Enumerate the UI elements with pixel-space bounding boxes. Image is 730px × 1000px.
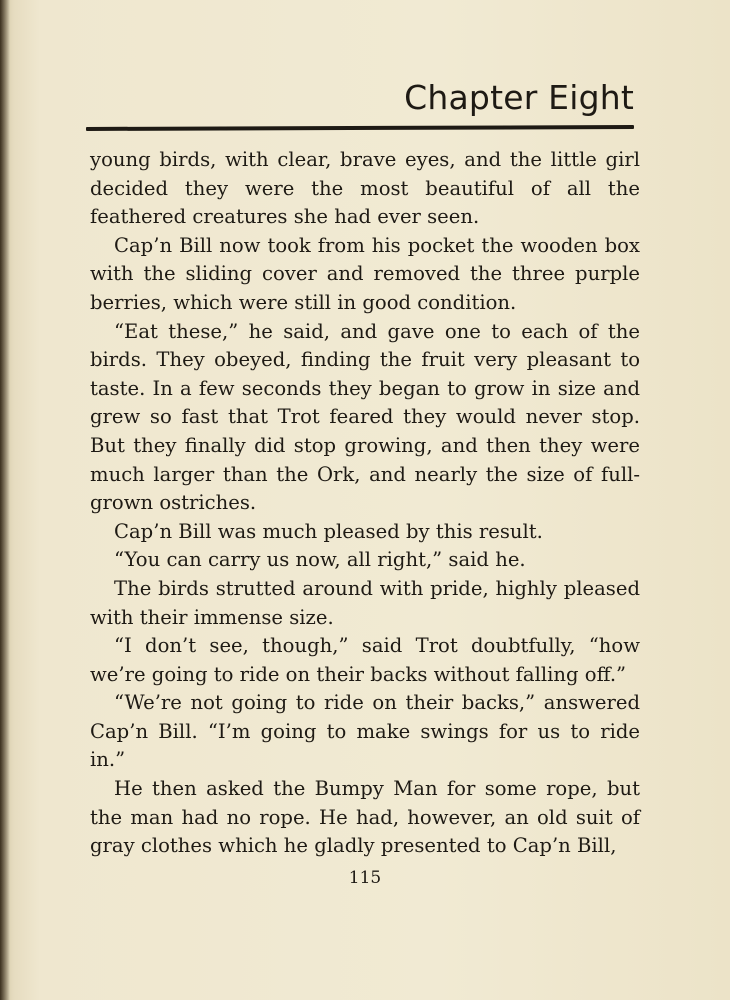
spine-shadow bbox=[0, 0, 10, 1000]
paragraph-1: young birds, with clear, brave eyes, and the little girl decided they were the most beautiful of all the feathered creatures she had ever seen. bbox=[90, 148, 640, 229]
chapter-title: Chapter Eight bbox=[404, 78, 634, 117]
paragraph-5: “You can carry us now, all right,” said he. bbox=[114, 548, 526, 572]
page-number: 115 bbox=[348, 868, 382, 888]
header-rule bbox=[86, 125, 634, 131]
paragraph-6: The birds strutted around with pride, highly pleased with their immense size. bbox=[90, 576, 640, 629]
paragraph-3: “Eat these,” he said, and gave one to each of the birds. They obeyed, finding the fruit very pleasant to taste. In a few seconds they began to grow in size and grew so fast that Trot feared they would never stop. But they finally did stop growing, and then they were much larger than the Ork, and nearly the size of full-grown ostriches. bbox=[90, 319, 640, 515]
paragraph-4: Cap’n Bill was much pleased by this result. bbox=[114, 519, 543, 543]
paragraph-7: “I don’t see, though,” said Trot doubtfully, “how we’re going to ride on their backs without falling off.” bbox=[90, 634, 640, 686]
paragraph-9: He then asked the Bumpy Man for some rope, but the man had no rope. He had, however, an old suit of gray clothes which he gladly presented to Cap’n Bill, bbox=[90, 777, 640, 858]
paragraph-2: Cap’n Bill now took from his pocket the wooden box with the sliding cover and removed the three purple berries, which were still in good condition. bbox=[90, 233, 640, 314]
body-text bbox=[90, 146, 640, 861]
running-header bbox=[86, 78, 634, 134]
paragraph-8: “We’re not going to ride on their backs,” answered Cap’n Bill. “I’m going to make swings for us to ride in.” bbox=[90, 691, 640, 772]
